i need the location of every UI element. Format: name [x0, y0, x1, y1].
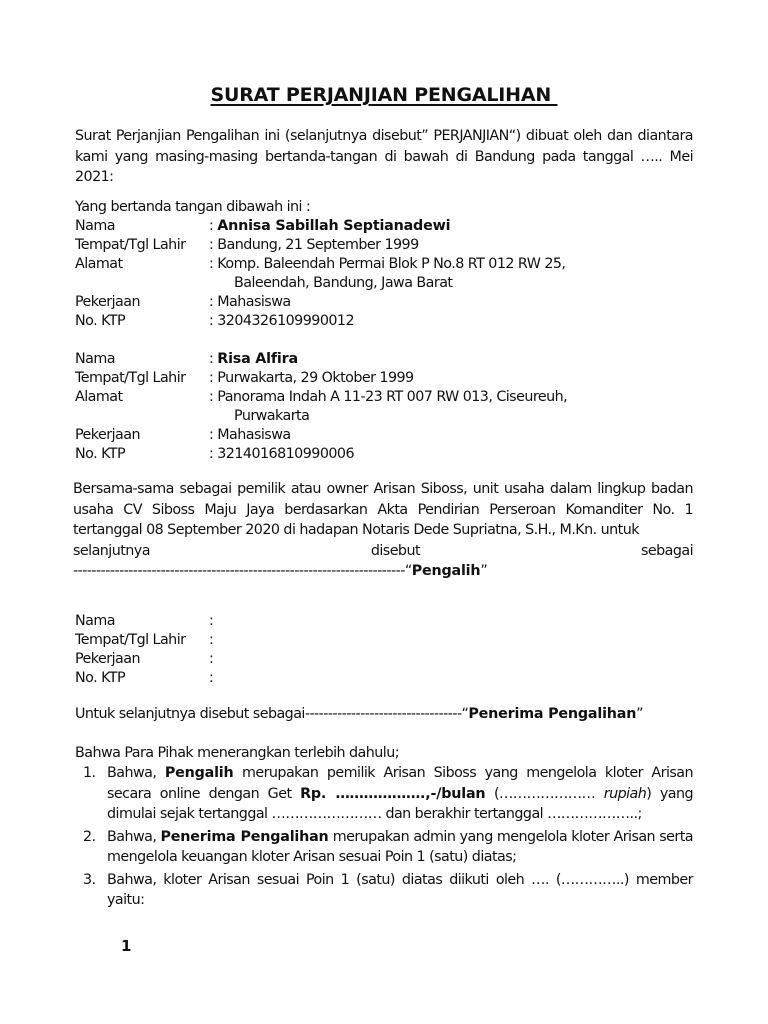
party1-alamat-cont: Baleendah, Bandung, Jawa Barat [234, 275, 453, 291]
list-number: 1. [83, 765, 96, 781]
label-nama: Nama [75, 351, 115, 367]
label-nama: Nama [75, 613, 115, 629]
signed-heading: Yang bertanda tangan dibawah ini : [75, 199, 311, 215]
pengalih-close-quote: ” [480, 563, 488, 579]
list-item [75, 763, 693, 825]
point-text: merupakan admin yang mengelola kloter Arisan serta mengelola keuangan kloter Arisan sesuai Poin 1 (satu) diatas; [107, 828, 694, 865]
label-ttl: Tempat/Tgl Lahir [75, 237, 186, 253]
colon: : [209, 218, 218, 234]
point-text: ) yang dimulai sejak tertanggal …………………… dan berakhir tertanggal ………………..; [107, 785, 693, 822]
bahwa-section [75, 744, 693, 913]
list-number: 3. [83, 871, 96, 888]
party2-ktp-row [75, 445, 693, 464]
party3-ktp-row [75, 669, 693, 688]
party3-ktp-value: : [209, 670, 214, 686]
label-pekerjaan: Pekerjaan [75, 651, 140, 667]
party2-alamat-cont: Purwakarta [234, 408, 310, 424]
receiver-close-quote: ” [636, 706, 644, 722]
label-ttl: Tempat/Tgl Lahir [75, 632, 186, 648]
receiver-dashes: ---------------------------------- [304, 706, 462, 722]
point-text: (………………… [485, 785, 604, 802]
receiver-open-quote: “ [461, 706, 469, 722]
pengalih-dashes: ------------------------------------------------------------------------ [73, 563, 405, 579]
together-word-3: sebagai [640, 542, 693, 559]
party1-nama-row [75, 217, 693, 236]
party1-pekerjaan-value: : Mahasiswa [209, 294, 291, 310]
party3-ttl-value: : [209, 632, 214, 648]
party3-nama-value: : [209, 613, 214, 629]
point-text: Bahwa, [107, 765, 165, 781]
label-pekerjaan: Pekerjaan [75, 427, 140, 443]
point-italic: rupiah [603, 785, 647, 802]
party2-ktp-value: : 3214016810990006 [209, 446, 354, 462]
label-nama: Nama [75, 218, 115, 234]
party2-alamat-value: : Panorama Indah A 11-23 RT 007 RW 013, Ciseureuh, [209, 389, 568, 405]
party1-ktp-row [75, 312, 693, 331]
colon: : [209, 351, 218, 367]
receiver-prefix: Untuk selanjutnya disebut sebagai [75, 706, 305, 722]
party1-alamat-row [75, 255, 693, 274]
party2-pekerjaan-value: : Mahasiswa [209, 427, 291, 443]
pengalih-open-quote: “ [404, 563, 412, 579]
receiver-line [75, 704, 693, 725]
point-text: merupakan pemilik Arisan Siboss yang mengelola kloter Arisan secara online dengan Get [107, 765, 694, 802]
label-ktp: No. KTP [75, 313, 126, 329]
label-ktp: No. KTP [75, 670, 126, 686]
list-number: 2. [83, 828, 96, 845]
label-alamat: Alamat [75, 256, 123, 272]
point-bold: Pengalih [164, 765, 234, 781]
point-bold-amount: Rp. ……………….,-/bulan [300, 785, 486, 802]
spacer [75, 331, 693, 350]
page-number: 1 [121, 937, 131, 955]
together-word-1: selanjutnya [73, 542, 150, 559]
label-pekerjaan: Pekerjaan [75, 294, 140, 310]
party2-nama-value: Risa Alfira [217, 351, 298, 367]
bahwa-list [75, 763, 693, 911]
party1-nama-value: Annisa Sabillah Septianadewi [217, 218, 451, 234]
party3-nama-row [75, 612, 693, 631]
label-ttl: Tempat/Tgl Lahir [75, 370, 186, 386]
bahwa-heading: Bahwa Para Pihak menerangkan terlebih dahulu; [75, 745, 399, 761]
party3-pekerjaan-value: : [209, 651, 214, 667]
list-item [75, 870, 693, 911]
together-paragraph [73, 479, 693, 582]
party1-pekerjaan-row [75, 293, 693, 312]
party2-alamat-row [75, 388, 693, 407]
together-word-2: disebut [370, 542, 421, 559]
party3-ttl-row [75, 631, 693, 650]
party2-ttl-value: : Purwakarta, 29 Oktober 1999 [209, 370, 414, 386]
point-text: Bahwa, kloter Arisan sesuai Poin 1 (satu) diatas diikuti oleh …. (…………..) member yaitu: [107, 871, 693, 908]
pengalih-line [73, 561, 693, 582]
together-text: Bersama-sama sebagai pemilik atau owner Arisan Siboss, unit usaha dalam lingkup badan usaha CV Siboss Maju Jaya berdasarkan Akta Pendirian Perseroan Komanditer No. 1 tertanggal 08 September 2020 di hadapan Notaris Dede Supriatna, S.H., M.Kn. untuk [73, 481, 693, 538]
party2-nama-row [75, 350, 693, 369]
party1-ttl-row [75, 236, 693, 255]
party1-ttl-value: : Bandung, 21 September 1999 [209, 237, 419, 253]
together-last-line [73, 541, 693, 562]
pengalih-label: Pengalih [411, 563, 481, 579]
party2-pekerjaan-row [75, 426, 693, 445]
party1-alamat-value: : Komp. Baleendah Permai Blok P No.8 RT 012 RW 25, [209, 256, 566, 272]
party1-ktp-value: : 3204326109990012 [209, 313, 354, 329]
party3-pekerjaan-row [75, 650, 693, 669]
party3-section [75, 612, 693, 688]
label-alamat: Alamat [75, 389, 123, 405]
list-item [75, 827, 693, 868]
point-text: Bahwa, [107, 828, 161, 845]
party2-ttl-row [75, 369, 693, 388]
point-bold: Penerima Pengalihan [160, 828, 329, 845]
intro-paragraph: Surat Perjanjian Pengalihan ini (selanjutnya disebut” PERJANJIAN“) dibuat oleh dan diantara kami yang masing-masing bertanda-tangan di bawah di Bandung pada tanggal ….. Mei 2021: [75, 128, 693, 185]
label-ktp: No. KTP [75, 446, 126, 462]
party-section [75, 198, 693, 464]
document-title: SURAT PERJANJIAN PENGALIHAN [210, 84, 558, 106]
receiver-label: Penerima Pengalihan [468, 706, 637, 722]
